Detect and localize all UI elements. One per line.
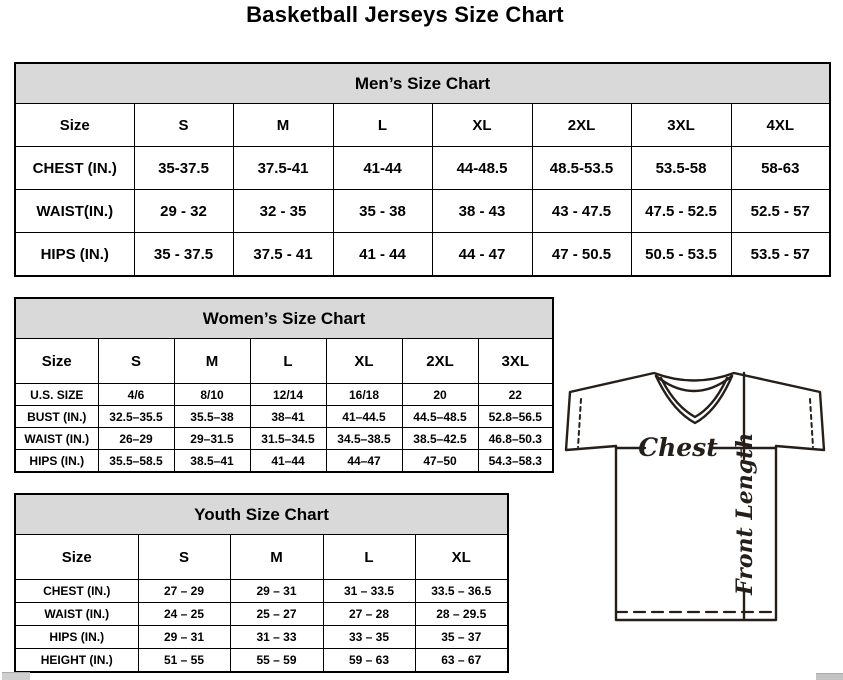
youth-column-header-0: Size — [15, 535, 138, 580]
womens-cell-r3-c3: 44–47 — [326, 450, 402, 473]
mens-column-header-5: 2XL — [532, 104, 631, 147]
womens-cell-r3-c5: 54.3–58.3 — [478, 450, 553, 473]
youth-column-header-1: S — [138, 535, 230, 580]
womens-cell-r0-c4: 20 — [402, 384, 478, 406]
chest-label: Chest — [638, 433, 718, 462]
youth-cell-r3-c1: 55 – 59 — [230, 649, 323, 673]
womens-cell-r1-c3: 41–44.5 — [326, 406, 402, 428]
mens-column-header-3: L — [333, 104, 432, 147]
youth-column-header-3: L — [323, 535, 415, 580]
womens-cell-r0-c0: 4/6 — [98, 384, 174, 406]
page-title: Basketball Jerseys Size Chart — [246, 2, 564, 27]
mens-cell-r1-c6: 52.5 - 57 — [731, 190, 830, 233]
womens-table-row-1 — [15, 406, 553, 428]
womens-cell-r3-c2: 41–44 — [250, 450, 326, 473]
youth-size-table — [14, 493, 509, 673]
mens-column-header-6: 3XL — [631, 104, 731, 147]
mens-size-table — [14, 62, 831, 277]
womens-cell-r0-c1: 8/10 — [174, 384, 250, 406]
womens-column-header-5: 2XL — [402, 339, 478, 384]
womens-cell-r0-c3: 16/18 — [326, 384, 402, 406]
womens-cell-r2-c4: 38.5–42.5 — [402, 428, 478, 450]
youth-cell-r3-c2: 59 – 63 — [323, 649, 415, 673]
youth-cell-r2-c3: 35 – 37 — [415, 626, 508, 649]
womens-column-header-4: XL — [326, 339, 402, 384]
mens-cell-r0-c4: 48.5-53.5 — [532, 147, 631, 190]
jersey-vneck-inner — [661, 378, 727, 417]
womens-cell-r1-c1: 35.5–38 — [174, 406, 250, 428]
jersey-outline — [566, 373, 824, 620]
youth-table-row-0 — [15, 580, 508, 603]
womens-column-header-1: S — [98, 339, 174, 384]
mens-row-label: HIPS (IN.) — [15, 233, 134, 277]
youth-table-row-1 — [15, 603, 508, 626]
mens-cell-r2-c5: 50.5 - 53.5 — [631, 233, 731, 277]
womens-cell-r1-c4: 44.5–48.5 — [402, 406, 478, 428]
mens-column-header-4: XL — [432, 104, 532, 147]
womens-cell-r3-c0: 35.5–58.5 — [98, 450, 174, 473]
mens-cell-r2-c4: 47 - 50.5 — [532, 233, 631, 277]
womens-column-header-2: M — [174, 339, 250, 384]
mens-cell-r0-c1: 37.5-41 — [233, 147, 333, 190]
youth-cell-r0-c3: 33.5 – 36.5 — [415, 580, 508, 603]
womens-cell-r0-c5: 22 — [478, 384, 553, 406]
jersey-diagram — [557, 362, 835, 626]
left-cuff-stitch-line — [578, 399, 581, 447]
womens-table-title: Women’s Size Chart — [15, 298, 553, 339]
mens-table-row-0 — [15, 147, 830, 190]
womens-cell-r2-c2: 31.5–34.5 — [250, 428, 326, 450]
youth-cell-r2-c2: 33 – 35 — [323, 626, 415, 649]
mens-cell-r2-c0: 35 - 37.5 — [134, 233, 233, 277]
youth-row-label: HEIGHT (IN.) — [15, 649, 138, 673]
youth-cell-r1-c3: 28 – 29.5 — [415, 603, 508, 626]
womens-cell-r2-c0: 26–29 — [98, 428, 174, 450]
youth-cell-r3-c3: 63 – 67 — [415, 649, 508, 673]
youth-cell-r1-c0: 24 – 25 — [138, 603, 230, 626]
womens-row-label: U.S. SIZE — [15, 384, 98, 406]
mens-cell-r1-c3: 38 - 43 — [432, 190, 532, 233]
mens-cell-r0-c6: 58-63 — [731, 147, 830, 190]
mens-cell-r1-c4: 43 - 47.5 — [532, 190, 631, 233]
mens-cell-r2-c1: 37.5 - 41 — [233, 233, 333, 277]
mens-row-label: CHEST (IN.) — [15, 147, 134, 190]
womens-cell-r0-c2: 12/14 — [250, 384, 326, 406]
mens-column-header-0: Size — [15, 104, 134, 147]
youth-cell-r1-c2: 27 – 28 — [323, 603, 415, 626]
womens-cell-r1-c0: 32.5–35.5 — [98, 406, 174, 428]
mens-cell-r0-c3: 44-48.5 — [432, 147, 532, 190]
womens-table-row-2 — [15, 428, 553, 450]
mens-row-label: WAIST(IN.) — [15, 190, 134, 233]
youth-cell-r2-c0: 29 – 31 — [138, 626, 230, 649]
mens-table-row-2 — [15, 233, 830, 277]
mens-cell-r2-c2: 41 - 44 — [333, 233, 432, 277]
mens-table-row-1 — [15, 190, 830, 233]
mens-cell-r0-c2: 41-44 — [333, 147, 432, 190]
youth-column-header-4: XL — [415, 535, 508, 580]
womens-row-label: WAIST (IN.) — [15, 428, 98, 450]
youth-row-label: WAIST (IN.) — [15, 603, 138, 626]
youth-column-header-2: M — [230, 535, 323, 580]
right-cuff-stitch-line — [810, 399, 813, 447]
youth-table-row-3 — [15, 649, 508, 673]
youth-cell-r3-c0: 51 – 55 — [138, 649, 230, 673]
womens-size-table — [14, 297, 554, 473]
womens-cell-r2-c5: 46.8–50.3 — [478, 428, 553, 450]
youth-row-label: CHEST (IN.) — [15, 580, 138, 603]
womens-table-row-3 — [15, 450, 553, 473]
womens-column-header-0: Size — [15, 339, 98, 384]
mens-column-header-7: 4XL — [731, 104, 830, 147]
womens-cell-r1-c2: 38–41 — [250, 406, 326, 428]
womens-cell-r1-c5: 52.8–56.5 — [478, 406, 553, 428]
womens-cell-r2-c3: 34.5–38.5 — [326, 428, 402, 450]
mens-column-header-1: S — [134, 104, 233, 147]
womens-cell-r3-c1: 38.5–41 — [174, 450, 250, 473]
youth-row-label: HIPS (IN.) — [15, 626, 138, 649]
mens-cell-r2-c3: 44 - 47 — [432, 233, 532, 277]
mens-column-header-2: M — [233, 104, 333, 147]
mens-cell-r2-c6: 53.5 - 57 — [731, 233, 830, 277]
womens-row-label: HIPS (IN.) — [15, 450, 98, 473]
womens-column-header-6: 3XL — [478, 339, 553, 384]
youth-table-row-2 — [15, 626, 508, 649]
front-length-label: Front Length — [732, 432, 758, 595]
youth-cell-r2-c1: 31 – 33 — [230, 626, 323, 649]
mens-cell-r0-c5: 53.5-58 — [631, 147, 731, 190]
mens-cell-r1-c2: 35 - 38 — [333, 190, 432, 233]
mens-table-title: Men’s Size Chart — [15, 63, 830, 104]
youth-cell-r0-c2: 31 – 33.5 — [323, 580, 415, 603]
mens-cell-r1-c5: 47.5 - 52.5 — [631, 190, 731, 233]
youth-table-title: Youth Size Chart — [15, 494, 508, 535]
womens-column-header-3: L — [250, 339, 326, 384]
womens-cell-r3-c4: 47–50 — [402, 450, 478, 473]
youth-cell-r1-c1: 25 – 27 — [230, 603, 323, 626]
womens-cell-r2-c1: 29–31.5 — [174, 428, 250, 450]
mens-cell-r1-c0: 29 - 32 — [134, 190, 233, 233]
mens-cell-r0-c0: 35-37.5 — [134, 147, 233, 190]
womens-row-label: BUST (IN.) — [15, 406, 98, 428]
womens-table-row-0 — [15, 384, 553, 406]
youth-cell-r0-c1: 29 – 31 — [230, 580, 323, 603]
mens-cell-r1-c1: 32 - 35 — [233, 190, 333, 233]
youth-cell-r0-c0: 27 – 29 — [138, 580, 230, 603]
